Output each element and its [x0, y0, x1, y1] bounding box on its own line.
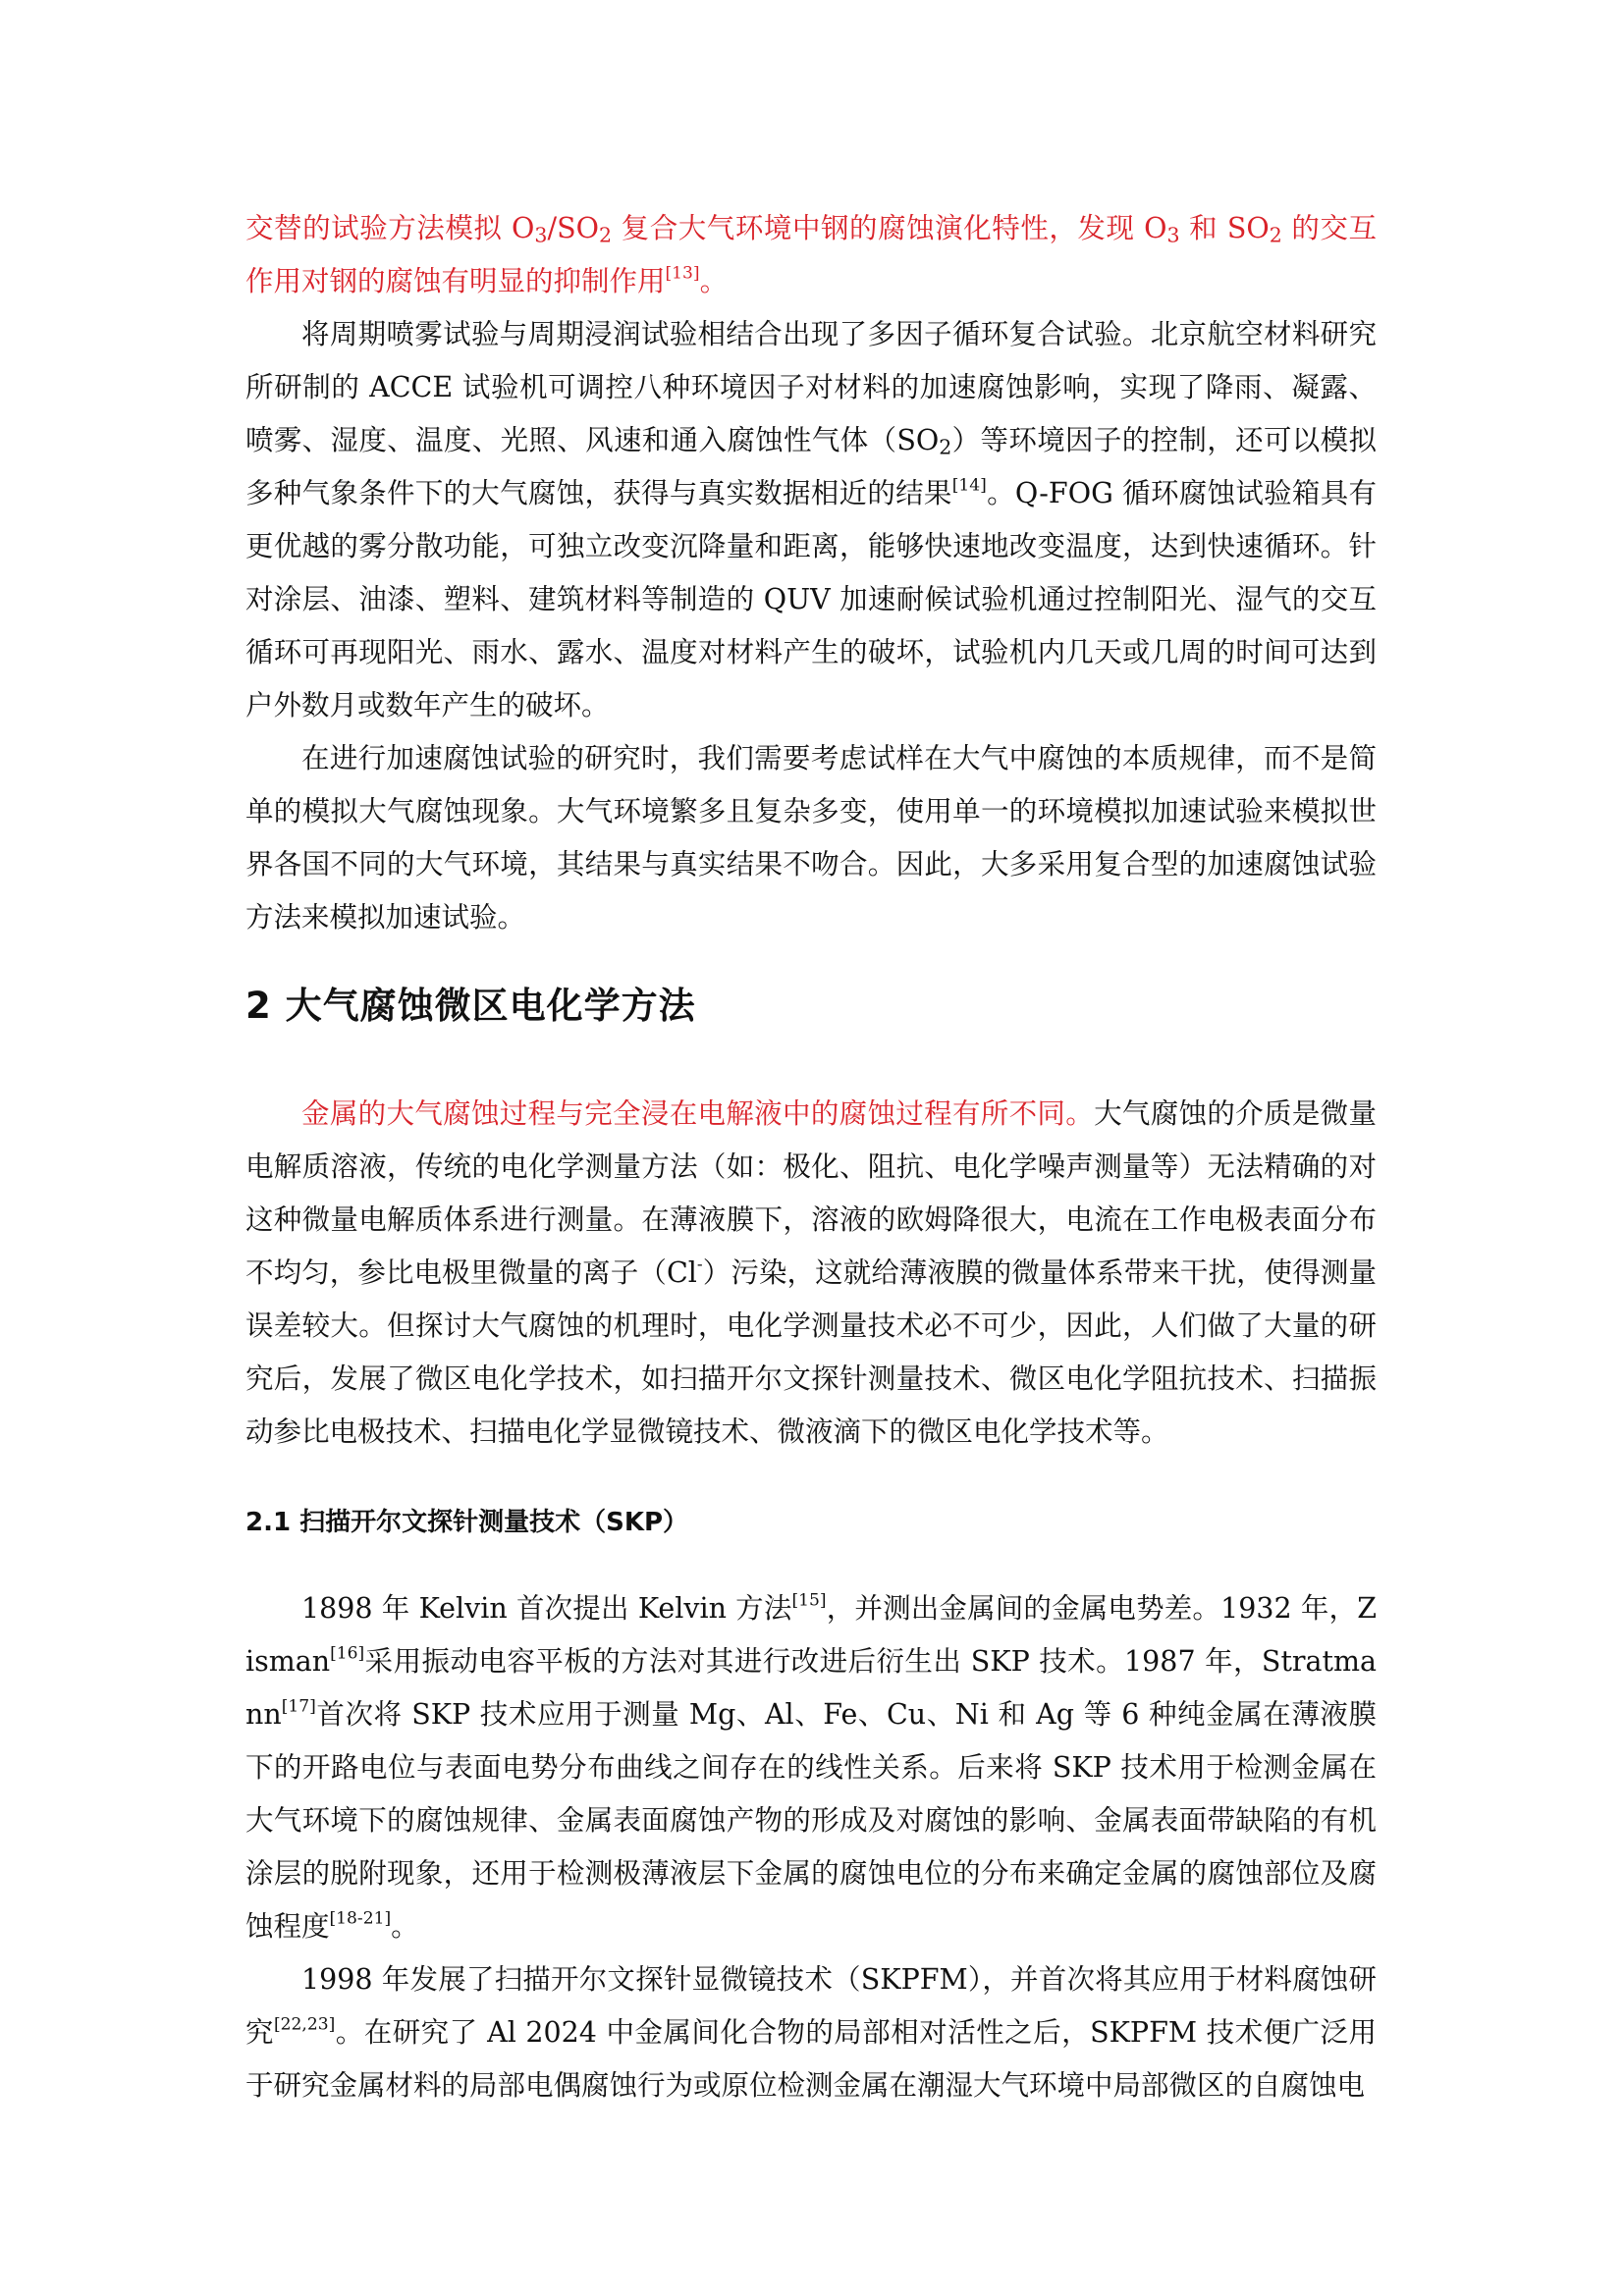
- paragraph-continuation: 交替的试验方法模拟 $O_3/SO_2$ 复合大气环境中钢的腐蚀演化特性，发现 $O_3$ 和 $SO_2$ 的交互作用对钢的腐蚀有明显的抑制作用[13]。: [245, 212, 1377, 297]
- citation-ref: [13]: [665, 263, 700, 284]
- citation-ref: [18-21]: [329, 1908, 392, 1929]
- section-heading-2: 2 大气腐蚀微区电化学方法: [245, 985, 696, 1027]
- section-heading-2-1: 2.1 扫描开尔文探针测量技术（SKP）: [245, 1508, 689, 1537]
- paragraph-skp-history: 1898 年 Kelvin 首次提出 Kelvin 方法[15]，并测出金属间的金属电势差。1932 年，Zisman[16]采用振动电容平板的方法对其进行改进后衍生出 SKP 技术。1987 年，Stratmann[17]首次将 SKP 技术应用于测量 Mg、Al、Fe、Cu、Ni 和 Ag 等 6 种纯金属在薄液膜下的开路电位与表面电势分布曲线之间存在的线性关系。后来将 SKP 技术用于检测金属在大气环境下的腐蚀规律、金属表面腐蚀产物的形成及对腐蚀的影响、金属表面带缺陷的有机涂层的脱附现象，还用于检测极薄液层下金属的腐蚀电位的分布来确定金属的腐蚀部位及腐蚀程度[18-21]。: [245, 1590, 1377, 1943]
- paragraph-micro-electrochem: 金属的大气腐蚀过程与完全浸在电解液中的腐蚀过程有所不同。大气腐蚀的介质是微量电解质溶液，传统的电化学测量方法（如：极化、阻抗、电化学噪声测量等）无法精确的对这种微量电解质体系进行测量。在薄液膜下，溶液的欧姆降很大，电流在工作电极表面分布不均匀，参比电极里微量的离子（Cl-）污染，这就给薄液膜的微量体系带来干扰，使得测量误差较大。但探讨大气腐蚀的机理时，电化学测量技术必不可少，因此，人们做了大量的研究后，发展了微区电化学技术，如扫描开尔文探针测量技术、微区电化学阻抗技术、扫描振动参比电极技术、扫描电化学显微镜技术、微液滴下的微区电化学技术等。: [245, 1097, 1377, 1448]
- citation-ref: [22,23]: [273, 2014, 336, 2035]
- paragraph-accelerated-test: 在进行加速腐蚀试验的研究时，我们需要考虑试样在大气中腐蚀的本质规律，而不是简单的模拟大气腐蚀现象。大气环境繁多且复杂多变，使用单一的环境模拟加速试验来模拟世界各国不同的大气环境，其结果与真实结果不吻合。因此，大多采用复合型的加速腐蚀试验方法来模拟加速试验。: [245, 742, 1377, 934]
- paragraph-cyclic-test: 将周期喷雾试验与周期浸润试验相结合出现了多因子循环复合试验。北京航空材料研究所研制的 ACCE 试验机可调控八种环境因子对材料的加速腐蚀影响，实现了降雨、凝露、喷雾、湿度、温度、光照、风速和通入腐蚀性气体$(SO_2)$等环境因子的控制，还可以模拟多种气象条件下的大气腐蚀，获得与真实数据相近的结果[14]。Q-FOG 循环腐蚀试验箱具有更优越的雾分散功能，可独立改变沉降量和距离，能够快速地改变温度，达到快速循环。针对涂层、油漆、塑料、建筑材料等制造的 QUV 加速耐候试验机通过控制阳光、湿气的交互循环可再现阳光、雨水、露水、温度对材料产生的破坏，试验机内几天或几周的时间可达到户外数月或数年产生的破坏。: [245, 318, 1377, 721]
- citation-ref: [16]: [330, 1643, 365, 1664]
- citation-ref: [15]: [791, 1590, 827, 1611]
- paragraph-skpfm: 1998 年发展了扫描开尔文探针显微镜技术（SKPFM），并首次将其应用于材料腐蚀研究[22,23]。在研究了 Al 2024 中金属间化合物的局部相对活性之后，SKPFM 技术便广泛用于研究金属材料的局部电偶腐蚀行为或原位检测金属在潮湿大气环境中局部微区的自腐蚀电: [245, 1963, 1377, 2102]
- citation-ref: [17]: [281, 1696, 316, 1717]
- citation-ref: [14]: [951, 475, 987, 496]
- document-page: [245, 202, 1377, 2112]
- highlighted-sentence: 金属的大气腐蚀过程与完全浸在电解液中的腐蚀过程有所不同。: [301, 1097, 1095, 1130]
